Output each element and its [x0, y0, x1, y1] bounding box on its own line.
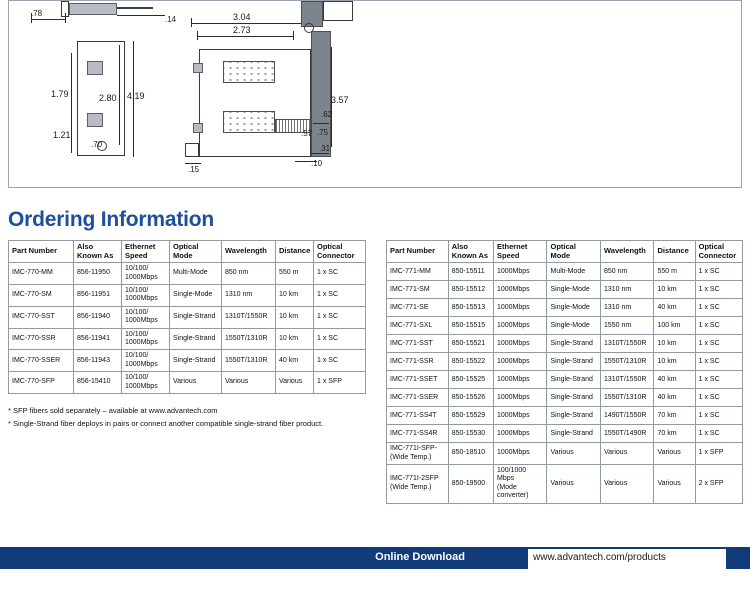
dim-line-304 [191, 23, 301, 24]
table-row [387, 317, 743, 335]
table-cell: 856-11943 [74, 350, 122, 372]
table-cell: 1550T/1490R [600, 425, 654, 443]
table-cell: IMC-771-SSET [387, 371, 449, 389]
table-cell: 40 km [654, 389, 695, 407]
dim-tick-273-right [293, 31, 294, 40]
footnote-0: * SFP fibers sold separately – available at www.advantech.com [8, 406, 218, 415]
table-header-row [9, 241, 366, 263]
table-cell: 850-15525 [448, 371, 493, 389]
column-header: Part Number [9, 241, 74, 263]
column-header: Also Known As [74, 241, 122, 263]
table-row [387, 465, 743, 504]
table-cell: Single-Mode [547, 317, 601, 335]
table-cell: Single-Strand [547, 407, 601, 425]
table-cell: 1 x SC [695, 299, 742, 317]
table-cell: 10/100/ 1000Mbps [122, 328, 170, 350]
table-cell: 1 x SC [695, 335, 742, 353]
table-cell: Single-Strand [547, 371, 601, 389]
table-cell: 1 x SC [695, 425, 742, 443]
table-cell: 850-15530 [448, 425, 493, 443]
table-row [387, 263, 743, 281]
table-cell: 550 m [276, 263, 314, 285]
table-cell: 1 x SFP [314, 372, 366, 394]
dim-leader-015 [185, 163, 201, 164]
table-cell: 850-15521 [448, 335, 493, 353]
drawing-board-lower [223, 111, 275, 133]
table-cell: Various [654, 465, 695, 504]
table-cell: Various [600, 465, 654, 504]
table-cell: 1 x SC [314, 350, 366, 372]
page-title: Ordering Information [8, 208, 215, 231]
dim-text-15: .10 [311, 159, 323, 168]
table-cell: 40 km [654, 299, 695, 317]
table-cell: IMC-771-SXL [387, 317, 449, 335]
table-cell: 1000Mbps [493, 299, 547, 317]
table-row [387, 281, 743, 299]
table-cell: 40 km [654, 371, 695, 389]
table-cell: 100/1000 Mbps (Mode converter) [493, 465, 547, 504]
dim-text-1: .14 [165, 15, 177, 24]
table-row [9, 285, 366, 307]
table-cell: 850-15512 [448, 281, 493, 299]
left-ordering-table [8, 240, 366, 394]
table-cell: IMC-771-SS4R [387, 425, 449, 443]
table-cell: Single-Strand [547, 335, 601, 353]
table-cell: 856-11951 [74, 285, 122, 307]
dim-tick-273-left [197, 31, 198, 40]
table-cell: IMC-771-SE [387, 299, 449, 317]
table-cell: 10 km [276, 306, 314, 328]
table-cell: IMC-770-SSR [9, 328, 74, 350]
drawing-hinge-upper [193, 63, 203, 73]
table-cell: 1310 nm [222, 285, 276, 307]
right-ordering-table [386, 240, 743, 504]
footnote-1: * Single-Strand fiber deploys in pairs or connect another compatible single-strand fiber product. [8, 419, 324, 429]
table-cell: 1000Mbps [493, 317, 547, 335]
table-cell: Single-Strand [547, 425, 601, 443]
table-cell: IMC-771-SSR [387, 353, 449, 371]
table-cell: 1310 nm [600, 281, 654, 299]
table-cell: 1490T/1550R [600, 407, 654, 425]
table-cell: 850-15515 [448, 317, 493, 335]
table-cell: 850-19500 [448, 465, 493, 504]
table-cell: 1 x SC [314, 306, 366, 328]
footnotes [8, 404, 378, 430]
dim-text-7: 1.21 [53, 130, 71, 140]
mechanical-drawing-panel [8, 0, 742, 188]
table-cell: Single-Strand [547, 353, 601, 371]
table-cell: 1000Mbps [493, 425, 547, 443]
table-cell: 10/100/ 1000Mbps [122, 285, 170, 307]
table-cell: Single-Strand [170, 350, 222, 372]
table-row [387, 353, 743, 371]
table-cell: 40 km [276, 350, 314, 372]
column-header: Wavelength [600, 241, 654, 263]
dim-line-078 [31, 19, 65, 20]
dim-text-11: .62 [321, 110, 333, 119]
drawing-front-port-upper [87, 61, 103, 75]
table-cell: 1000Mbps [493, 335, 547, 353]
table-cell: Single-Strand [170, 328, 222, 350]
dim-leader-014 [117, 15, 165, 16]
dim-text-4: 1.79 [51, 89, 69, 99]
dim-text-12: .57 [301, 129, 313, 138]
dim-text-6: 4.19 [127, 91, 145, 101]
drawing-front-port-lower [87, 113, 103, 127]
table-cell: 856-15410 [74, 372, 122, 394]
table-row [387, 389, 743, 407]
footer-url-link[interactable]: www.advantech.com/products [533, 552, 666, 563]
table-row [387, 335, 743, 353]
table-cell: 1550T/1310R [222, 350, 276, 372]
table-cell: 1550T/1310R [600, 353, 654, 371]
table-cell: 1 x SC [695, 281, 742, 299]
table-cell: 1 x SFP [695, 443, 742, 465]
table-cell: IMC-771-SM [387, 281, 449, 299]
table-cell: 70 km [654, 425, 695, 443]
table-cell: 1 x SC [695, 371, 742, 389]
table-cell: 1000Mbps [493, 353, 547, 371]
table-cell: 1 x SC [695, 263, 742, 281]
table-cell: 10/100/ 1000Mbps [122, 372, 170, 394]
dim-text-5: 2.80 [99, 93, 117, 103]
table-cell: 1550T/1310R [222, 328, 276, 350]
table-row [9, 306, 366, 328]
column-header: Ethernet Speed [493, 241, 547, 263]
drawing-hinge-lower [193, 123, 203, 133]
column-header: Distance [276, 241, 314, 263]
table-cell: 10 km [654, 335, 695, 353]
table-cell: Multi-Mode [170, 263, 222, 285]
table-cell: 1000Mbps [493, 281, 547, 299]
table-row [387, 443, 743, 465]
table-cell: IMC-771-MM [387, 263, 449, 281]
drawing-cable-line [117, 7, 153, 9]
table-cell: Various [547, 465, 601, 504]
dim-text-10: 3.57 [331, 95, 349, 105]
table-cell: 856-11940 [74, 306, 122, 328]
table-cell: IMC-771-SST [387, 335, 449, 353]
table-cell: 850-15522 [448, 353, 493, 371]
table-cell: 10 km [276, 328, 314, 350]
drawing-side-rail [311, 31, 331, 157]
table-cell: Single-Mode [170, 285, 222, 307]
table-cell: Multi-Mode [547, 263, 601, 281]
table-cell: Various [170, 372, 222, 394]
table-row [387, 299, 743, 317]
table-cell: 1310T/1550R [600, 371, 654, 389]
dim-line-121 [71, 119, 72, 153]
table-cell: 1000Mbps [493, 263, 547, 281]
table-cell: Various [222, 372, 276, 394]
table-cell: 856-11941 [74, 328, 122, 350]
table-cell: Various [600, 443, 654, 465]
dim-text-8: .70 [91, 140, 103, 149]
table-cell: 850-18510 [448, 443, 493, 465]
table-cell: 1000Mbps [493, 407, 547, 425]
dim-text-0: .78 [31, 9, 43, 18]
column-header: Optical Connector [314, 241, 366, 263]
table-row [9, 372, 366, 394]
left-ordering-table-container [8, 240, 368, 394]
column-header: Ethernet Speed [122, 241, 170, 263]
table-cell: Various [654, 443, 695, 465]
table-cell: Single-Strand [547, 389, 601, 407]
drawing-foot-bracket [185, 143, 199, 157]
table-cell: 1 x SC [314, 285, 366, 307]
table-cell: 850 nm [222, 263, 276, 285]
table-cell: 10/100/ 1000Mbps [122, 263, 170, 285]
table-cell: 850-15513 [448, 299, 493, 317]
table-cell: 550 m [654, 263, 695, 281]
drawing-part-top-right-bracket [323, 1, 353, 21]
table-cell: 1 x SC [314, 328, 366, 350]
column-header: Optical Mode [170, 241, 222, 263]
table-cell: IMC-771I-SFP- (Wide Temp.) [387, 443, 449, 465]
table-row [387, 407, 743, 425]
table-cell: IMC-771-SSER [387, 389, 449, 407]
table-cell: IMC-770-SM [9, 285, 74, 307]
right-ordering-table-container [386, 240, 746, 504]
dim-text-14: .31 [319, 144, 331, 153]
table-cell: 2 x SFP [695, 465, 742, 504]
table-cell: IMC-770-MM [9, 263, 74, 285]
drawing-part-top-left-body [69, 3, 117, 15]
table-cell: 1 x SC [695, 353, 742, 371]
dim-text-13: .75 [317, 128, 329, 137]
column-header: Optical Mode [547, 241, 601, 263]
dim-leader-062 [313, 123, 329, 124]
table-cell: 1000Mbps [493, 371, 547, 389]
footer-label: Online Download [375, 551, 465, 563]
table-cell: 10 km [654, 281, 695, 299]
table-cell: 850-15529 [448, 407, 493, 425]
table-cell: 850-15511 [448, 263, 493, 281]
dim-tick-304-left [191, 18, 192, 27]
drawing-board-upper [223, 61, 275, 83]
table-cell: 856-11950 [74, 263, 122, 285]
table-cell: 100 km [654, 317, 695, 335]
dim-tick-078-right [65, 13, 66, 23]
column-header: Distance [654, 241, 695, 263]
table-cell: 10 km [654, 353, 695, 371]
dim-leader-031 [311, 153, 329, 154]
table-cell: 10/100/ 1000Mbps [122, 350, 170, 372]
dim-text-2: 3.04 [233, 12, 251, 22]
table-cell: 70 km [654, 407, 695, 425]
table-row [9, 328, 366, 350]
table-row [387, 425, 743, 443]
column-header: Optical Connector [695, 241, 742, 263]
table-cell: Various [276, 372, 314, 394]
table-cell: 1000Mbps [493, 389, 547, 407]
table-row [9, 350, 366, 372]
table-cell: 10/100/ 1000Mbps [122, 306, 170, 328]
dim-text-9: .15 [188, 165, 200, 174]
table-cell: IMC-771I-2SFP (Wide Temp.) [387, 465, 449, 504]
table-cell: 1310 nm [600, 299, 654, 317]
table-header-row [387, 241, 743, 263]
table-cell: IMC-770-SFP [9, 372, 74, 394]
column-header: Also Known As [448, 241, 493, 263]
dim-line-280 [119, 45, 120, 145]
table-cell: 1310T/1550R [222, 306, 276, 328]
table-cell: 1 x SC [695, 389, 742, 407]
table-cell: 10 km [276, 285, 314, 307]
table-cell: IMC-771-SS4T [387, 407, 449, 425]
table-cell: 1550 nm [600, 317, 654, 335]
table-cell: 1 x SC [695, 317, 742, 335]
table-cell: 850-15526 [448, 389, 493, 407]
column-header: Part Number [387, 241, 449, 263]
dim-text-3: 2.73 [233, 25, 251, 35]
table-cell: 1 x SC [695, 407, 742, 425]
table-cell: 1550T/1310R [600, 389, 654, 407]
dim-line-273 [197, 36, 293, 37]
table-cell: Various [547, 443, 601, 465]
table-cell: IMC-770-SST [9, 306, 74, 328]
table-cell: 1 x SC [314, 263, 366, 285]
table-cell: Single-Mode [547, 281, 601, 299]
table-cell: Single-Mode [547, 299, 601, 317]
table-cell: 850 nm [600, 263, 654, 281]
table-row [387, 371, 743, 389]
table-row [9, 263, 366, 285]
table-cell: 1310T/1550R [600, 335, 654, 353]
table-cell: IMC-770-SSER [9, 350, 74, 372]
table-cell: Single-Strand [170, 306, 222, 328]
column-header: Wavelength [222, 241, 276, 263]
table-cell: 1000Mbps [493, 443, 547, 465]
